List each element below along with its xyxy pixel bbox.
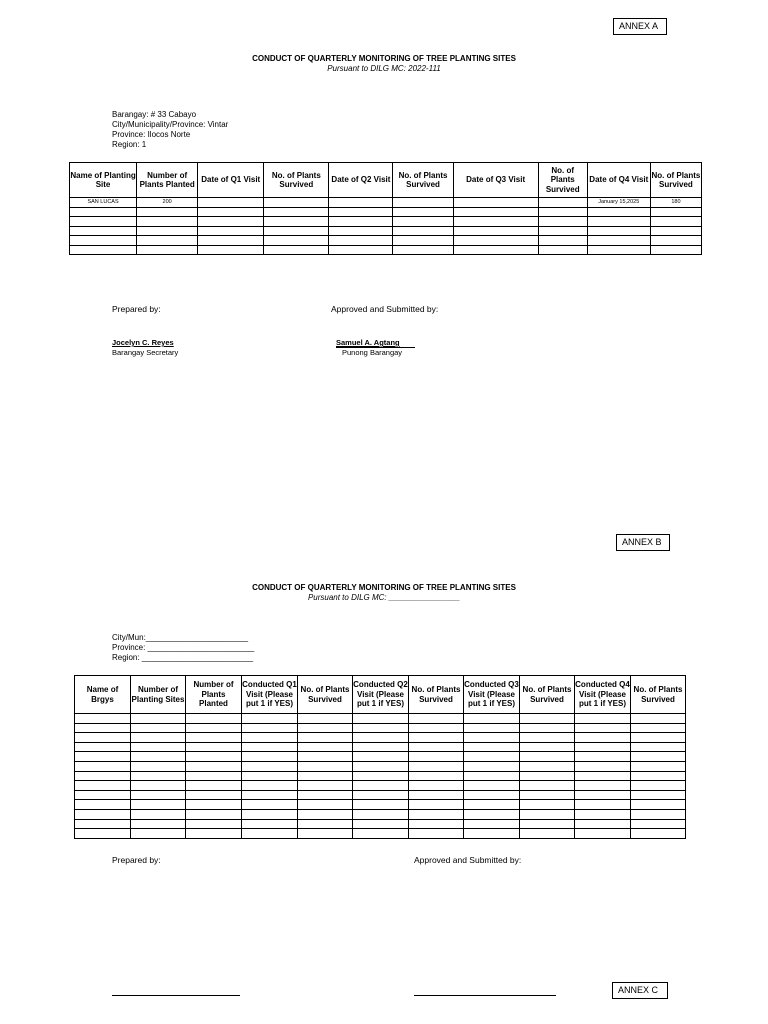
table-cell (131, 742, 186, 752)
table-cell (353, 761, 409, 771)
table-cell (298, 761, 353, 771)
table-cell (264, 217, 329, 227)
annex-a-prepared-label: Prepared by: (112, 304, 161, 314)
table-cell (329, 245, 393, 255)
table-cell (631, 733, 686, 743)
table-cell (464, 742, 520, 752)
table-cell (587, 207, 650, 217)
table-cell (70, 217, 137, 227)
table-cell (198, 207, 264, 217)
table-cell (520, 733, 575, 743)
table-cell (538, 217, 587, 227)
province-field: Province: Ilocos Norte (112, 130, 191, 139)
table-cell (75, 742, 131, 752)
region-field: Region: 1 (112, 140, 147, 149)
table-cell (264, 198, 329, 208)
table-cell (393, 217, 453, 227)
annex-a-label: ANNEX A (613, 18, 667, 35)
table-cell (131, 781, 186, 791)
table-row (75, 752, 686, 762)
table-cell (353, 723, 409, 733)
table-cell (298, 790, 353, 800)
table-row (75, 771, 686, 781)
table-cell (186, 723, 242, 733)
table-cell (464, 809, 520, 819)
table-cell (631, 723, 686, 733)
table-cell (575, 829, 631, 839)
table-cell (75, 752, 131, 762)
column-header: Name of Brgys (75, 676, 131, 714)
table-cell (329, 207, 393, 217)
table-cell (650, 226, 701, 236)
table-cell (353, 790, 409, 800)
table-cell (298, 800, 353, 810)
table-cell (464, 723, 520, 733)
table-cell (242, 781, 298, 791)
table-cell (393, 226, 453, 236)
approver-signature-line (414, 995, 556, 996)
table-cell (650, 245, 701, 255)
column-header: No. of Plants Survived (538, 163, 587, 198)
table-cell (575, 742, 631, 752)
table-cell (186, 800, 242, 810)
table-cell (409, 752, 464, 762)
table-cell (264, 236, 329, 246)
table-cell (464, 781, 520, 791)
annex-b-subtitle: Pursuant to DILG MC: ________________ (307, 593, 461, 602)
table-row (70, 207, 702, 217)
table-cell (453, 198, 538, 208)
table-cell (186, 781, 242, 791)
table-cell (353, 752, 409, 762)
table-cell (520, 819, 575, 829)
table-cell (75, 761, 131, 771)
table-row (75, 742, 686, 752)
preparer-role: Barangay Secretary (112, 348, 179, 357)
table-cell (520, 752, 575, 762)
column-header: No. of Plants Survived (393, 163, 453, 198)
annex-a-approved-label: Approved and Submitted by: (331, 304, 439, 314)
table-cell (538, 207, 587, 217)
table-cell (409, 781, 464, 791)
table-cell (131, 809, 186, 819)
table-cell (464, 733, 520, 743)
table-cell (298, 829, 353, 839)
table-cell (353, 809, 409, 819)
table-cell (464, 790, 520, 800)
table-cell (453, 217, 538, 227)
table-cell (409, 714, 464, 724)
table-cell (137, 245, 198, 255)
table-cell (131, 723, 186, 733)
table-cell (353, 771, 409, 781)
table-cell (298, 819, 353, 829)
table-cell (329, 236, 393, 246)
table-cell (75, 771, 131, 781)
table-cell (575, 733, 631, 743)
table-cell (242, 771, 298, 781)
table-cell (575, 819, 631, 829)
table-cell (242, 761, 298, 771)
table-cell (186, 752, 242, 762)
table-cell (631, 781, 686, 791)
table-cell: January 15,2025 (587, 198, 650, 208)
annex-a-title: CONDUCT OF QUARTERLY MONITORING OF TREE PLANTING SITES (252, 54, 516, 63)
column-header: Number of Plants Planted (186, 676, 242, 714)
preparer-signature-line (112, 995, 240, 996)
table-cell (242, 742, 298, 752)
table-cell (409, 819, 464, 829)
table-cell (520, 714, 575, 724)
column-header: Date of Q1 Visit (198, 163, 264, 198)
table-cell (353, 733, 409, 743)
table-cell (520, 790, 575, 800)
annex-b-approved-label: Approved and Submitted by: (414, 855, 522, 865)
table-cell (464, 800, 520, 810)
table-cell (242, 790, 298, 800)
table-cell (70, 207, 137, 217)
column-header: No. of Plants Survived (650, 163, 701, 198)
table-cell (575, 714, 631, 724)
table-cell (575, 781, 631, 791)
table-cell (520, 829, 575, 839)
annex-b-table (74, 675, 686, 839)
table-cell (75, 714, 131, 724)
column-header: No. of Plants Survived (631, 676, 686, 714)
table-cell (631, 819, 686, 829)
table-cell (464, 819, 520, 829)
table-cell (298, 742, 353, 752)
table-cell (575, 800, 631, 810)
table-cell (538, 198, 587, 208)
table-cell (186, 809, 242, 819)
column-header: Name of Planting Site (70, 163, 137, 198)
annex-c-label: ANNEX C (612, 982, 668, 999)
column-header: No. of Plants Survived (409, 676, 464, 714)
table-cell (198, 217, 264, 227)
table-cell (198, 245, 264, 255)
table-cell (70, 226, 137, 236)
table-cell (453, 226, 538, 236)
region-field: Region: _________________________ (112, 653, 254, 662)
annex-b-info (112, 633, 254, 663)
annex-a-info (112, 110, 228, 150)
table-cell (137, 207, 198, 217)
table-cell (520, 781, 575, 791)
table-cell (70, 245, 137, 255)
table-row (75, 714, 686, 724)
table-cell (353, 714, 409, 724)
table-row (75, 819, 686, 829)
table-cell (75, 829, 131, 839)
table-cell (186, 742, 242, 752)
table-cell (186, 733, 242, 743)
barangay-field: Barangay: # 33 Cabayo (112, 110, 197, 119)
table-cell (464, 714, 520, 724)
table-cell (631, 752, 686, 762)
table-cell (575, 752, 631, 762)
table-cell (520, 742, 575, 752)
table-cell (186, 829, 242, 839)
column-header: Conducted Q2 Visit (Please put 1 if YES) (353, 676, 409, 714)
table-cell (198, 198, 264, 208)
table-cell (353, 829, 409, 839)
table-cell (464, 752, 520, 762)
table-cell (353, 800, 409, 810)
table-cell (131, 714, 186, 724)
table-cell (186, 761, 242, 771)
table-cell: 200 (137, 198, 198, 208)
table-cell (520, 761, 575, 771)
table-cell (538, 245, 587, 255)
table-cell (453, 207, 538, 217)
column-header: Number of Planting Sites (131, 676, 186, 714)
table-row (70, 217, 702, 227)
table-cell (298, 771, 353, 781)
column-header: No. of Plants Survived (298, 676, 353, 714)
city-mun-field: City/Mun:_______________________ (112, 633, 249, 642)
table-cell (75, 800, 131, 810)
table-cell (242, 714, 298, 724)
table-cell (409, 809, 464, 819)
table-cell (464, 771, 520, 781)
table-cell (131, 752, 186, 762)
table-cell (453, 236, 538, 246)
table-cell (329, 217, 393, 227)
table-cell (393, 245, 453, 255)
table-cell (353, 742, 409, 752)
table-cell (131, 819, 186, 829)
table-cell (242, 809, 298, 819)
table-row (75, 809, 686, 819)
table-row (70, 236, 702, 246)
table-cell (75, 809, 131, 819)
table-cell (131, 829, 186, 839)
column-header: No. of Plants Survived (520, 676, 575, 714)
table-cell (75, 790, 131, 800)
table-cell (393, 198, 453, 208)
table-cell (186, 771, 242, 781)
table-cell (631, 829, 686, 839)
table-cell (520, 800, 575, 810)
table-cell (131, 800, 186, 810)
approver-name: Samuel A. Agtang (336, 338, 400, 347)
table-cell (70, 236, 137, 246)
table-cell: SAN LUCAS (70, 198, 137, 208)
table-row (75, 790, 686, 800)
table-cell (186, 790, 242, 800)
table-cell (631, 790, 686, 800)
column-header: Date of Q3 Visit (453, 163, 538, 198)
table-cell (242, 829, 298, 839)
table-cell (587, 245, 650, 255)
column-header: Date of Q4 Visit (587, 163, 650, 198)
table-cell (631, 714, 686, 724)
table-cell (137, 236, 198, 246)
table-cell (298, 752, 353, 762)
table-cell (75, 723, 131, 733)
table-row (70, 245, 702, 255)
approver-role: Punong Barangay (342, 348, 403, 357)
table-cell (631, 742, 686, 752)
annex-b-header-row (75, 676, 686, 714)
table-cell (242, 819, 298, 829)
table-row (75, 723, 686, 733)
table-cell (298, 723, 353, 733)
annex-a-header-row (70, 163, 702, 198)
table-row (75, 800, 686, 810)
table-cell (393, 207, 453, 217)
table-cell (186, 819, 242, 829)
table-cell (650, 236, 701, 246)
table-cell (650, 207, 701, 217)
table-cell (631, 771, 686, 781)
table-row (70, 198, 702, 208)
annex-b-label: ANNEX B (616, 534, 670, 551)
table-cell (409, 733, 464, 743)
table-cell (409, 790, 464, 800)
table-cell (587, 217, 650, 227)
table-row (70, 226, 702, 236)
table-cell (587, 236, 650, 246)
table-cell (329, 226, 393, 236)
table-cell (242, 723, 298, 733)
table-cell (131, 790, 186, 800)
table-cell (264, 245, 329, 255)
table-cell (242, 800, 298, 810)
annex-a-subtitle: Pursuant to DILG MC: 2022-111 (327, 64, 441, 73)
table-cell (298, 733, 353, 743)
table-cell (75, 733, 131, 743)
table-cell (353, 781, 409, 791)
city-field: City/Municipality/Province: Vintar (112, 120, 229, 129)
table-row (75, 761, 686, 771)
table-cell (409, 829, 464, 839)
table-row (75, 829, 686, 839)
table-cell (298, 809, 353, 819)
table-cell (186, 714, 242, 724)
table-cell (453, 245, 538, 255)
table-cell (587, 226, 650, 236)
table-cell (520, 771, 575, 781)
table-cell (520, 809, 575, 819)
annex-a-table (69, 162, 702, 255)
table-cell (137, 226, 198, 236)
column-header: Date of Q2 Visit (329, 163, 393, 198)
table-cell (538, 236, 587, 246)
table-cell (409, 800, 464, 810)
table-cell (409, 771, 464, 781)
table-cell (650, 217, 701, 227)
table-cell (631, 809, 686, 819)
table-row (75, 781, 686, 791)
table-cell (131, 771, 186, 781)
table-cell (353, 819, 409, 829)
table-cell (575, 790, 631, 800)
table-cell (242, 752, 298, 762)
preparer-name: Jocelyn C. Reyes (112, 338, 174, 347)
table-cell (520, 723, 575, 733)
column-header: Conducted Q4 Visit (Please put 1 if YES) (575, 676, 631, 714)
column-header: Number of Plants Planted (137, 163, 198, 198)
table-cell (409, 761, 464, 771)
table-cell (575, 771, 631, 781)
table-cell (137, 217, 198, 227)
table-cell (264, 207, 329, 217)
table-cell (242, 733, 298, 743)
annex-b-prepared-label: Prepared by: (112, 855, 161, 865)
table-cell (631, 800, 686, 810)
table-cell (575, 809, 631, 819)
table-cell (464, 761, 520, 771)
table-cell (409, 723, 464, 733)
table-cell (329, 198, 393, 208)
table-cell (131, 733, 186, 743)
annex-b-title: CONDUCT OF QUARTERLY MONITORING OF TREE PLANTING SITES (252, 583, 516, 592)
table-cell (75, 781, 131, 791)
table-cell (264, 226, 329, 236)
table-cell (75, 819, 131, 829)
table-cell: 180 (650, 198, 701, 208)
table-cell (131, 761, 186, 771)
column-header: Conducted Q3 Visit (Please put 1 if YES) (464, 676, 520, 714)
table-cell (575, 723, 631, 733)
table-cell (198, 226, 264, 236)
table-cell (298, 714, 353, 724)
table-row (75, 733, 686, 743)
province-field: Province: ________________________ (112, 643, 255, 652)
table-cell (298, 781, 353, 791)
table-cell (393, 236, 453, 246)
table-cell (464, 829, 520, 839)
column-header: No. of Plants Survived (264, 163, 329, 198)
table-cell (538, 226, 587, 236)
table-cell (409, 742, 464, 752)
column-header: Conducted Q1 Visit (Please put 1 if YES) (242, 676, 298, 714)
table-cell (198, 236, 264, 246)
table-cell (575, 761, 631, 771)
table-cell (631, 761, 686, 771)
